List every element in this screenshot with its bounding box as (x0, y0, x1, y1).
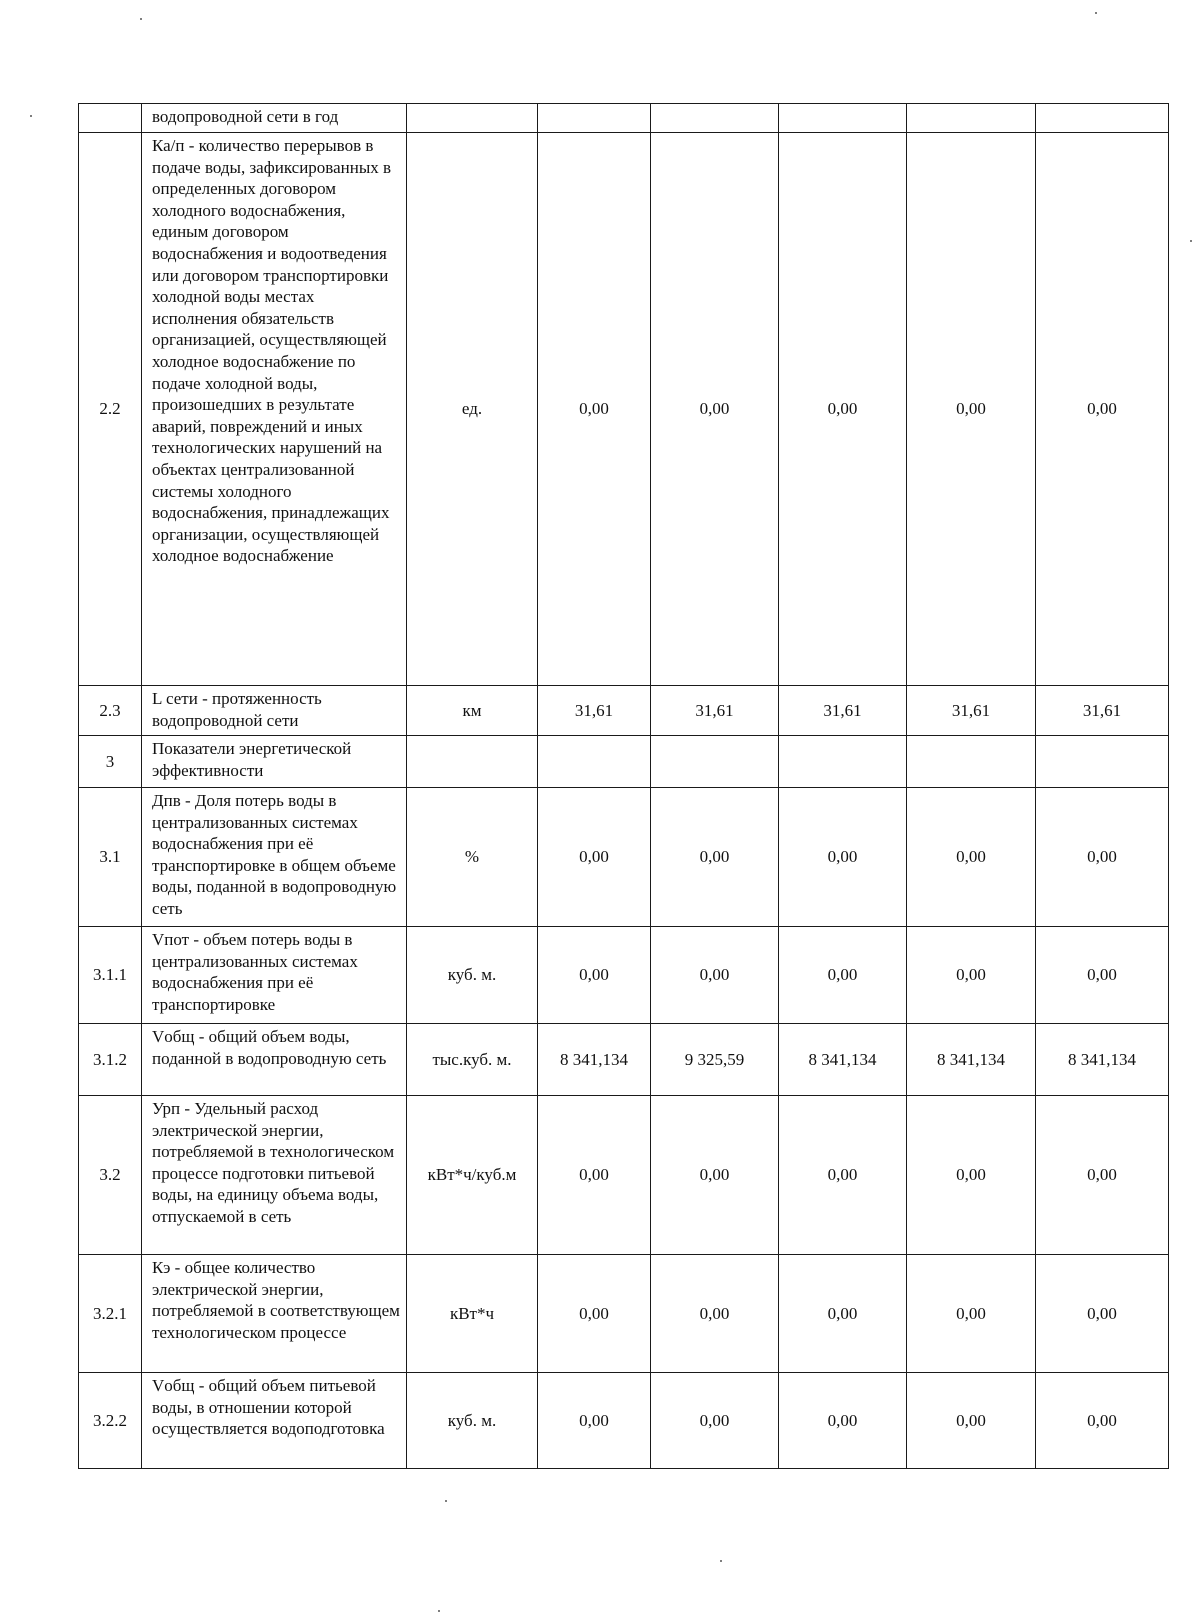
value-cell: 0,00 (907, 133, 1036, 686)
unit-cell (407, 104, 538, 133)
value-cell: 0,00 (907, 788, 1036, 927)
scan-speck (1190, 240, 1192, 242)
unit-cell: км (407, 686, 538, 736)
value-cell: 0,00 (779, 1373, 907, 1469)
value-cell: 0,00 (651, 1096, 779, 1255)
value-cell: 0,00 (538, 1096, 651, 1255)
value-cell: 0,00 (907, 1096, 1036, 1255)
value-cell: 0,00 (538, 1373, 651, 1469)
unit-cell: куб. м. (407, 927, 538, 1024)
unit-cell: кВт*ч/куб.м (407, 1096, 538, 1255)
table-row (79, 736, 1169, 788)
indicator-name: Vпот - объем потерь воды в централизованных системах водоснабжения при её транспортировке (142, 927, 407, 1024)
value-cell: 9 325,59 (651, 1024, 779, 1096)
unit-cell: % (407, 788, 538, 927)
scan-speck (438, 1610, 440, 1612)
value-cell: 31,61 (651, 686, 779, 736)
value-cell (779, 104, 907, 133)
value-cell (779, 736, 907, 788)
value-cell: 0,00 (538, 1255, 651, 1373)
row-number (79, 104, 142, 133)
value-cell: 0,00 (779, 788, 907, 927)
row-number: 3.1.2 (79, 1024, 142, 1096)
indicator-name: водопроводной сети в год (142, 104, 407, 133)
row-number: 2.2 (79, 133, 142, 686)
indicator-name: Дпв - Доля потерь воды в централизованных системах водоснабжения при её транспортировке в общем объеме воды, поданной в водопроводную сеть (142, 788, 407, 927)
table-row (79, 1255, 1169, 1373)
table-row (79, 1024, 1169, 1096)
value-cell: 0,00 (1036, 788, 1169, 927)
value-cell: 0,00 (651, 788, 779, 927)
value-cell: 0,00 (779, 1255, 907, 1373)
value-cell (538, 104, 651, 133)
row-number: 3.2.2 (79, 1373, 142, 1469)
value-cell: 8 341,134 (538, 1024, 651, 1096)
value-cell: 8 341,134 (907, 1024, 1036, 1096)
indicator-name: Vобщ - общий объем питьевой воды, в отношении которой осуществляется водоподготовка (142, 1373, 407, 1469)
value-cell: 0,00 (907, 927, 1036, 1024)
scan-speck (720, 1560, 722, 1562)
scan-speck (140, 18, 142, 20)
row-number: 3.2.1 (79, 1255, 142, 1373)
value-cell: 0,00 (1036, 1096, 1169, 1255)
table-row (79, 927, 1169, 1024)
table-row (79, 104, 1169, 133)
table-row (79, 1373, 1169, 1469)
unit-cell: куб. м. (407, 1373, 538, 1469)
indicator-name: Ка/п - количество перерывов в подаче воды, зафиксированных в определенных договором холодного водоснабжения, единым договором водоснабжения и водоотведения или договором транспортировки холодной воды местах исполнения обязательств организацией, осуществляющей холодное водоснабжение по подаче холодной воды, произошедших в результате аварий, повреждений и иных технологических нарушений на объектах централизованной системы холодного водоснабжения, принадлежащих организации, осуществляющей холодное водоснабжение (142, 133, 407, 686)
table-row (79, 133, 1169, 686)
row-number: 3.1.1 (79, 927, 142, 1024)
value-cell: 0,00 (651, 1255, 779, 1373)
unit-cell: ед. (407, 133, 538, 686)
value-cell: 31,61 (538, 686, 651, 736)
value-cell (907, 736, 1036, 788)
value-cell (1036, 736, 1169, 788)
value-cell (651, 736, 779, 788)
value-cell: 0,00 (538, 788, 651, 927)
value-cell: 0,00 (907, 1373, 1036, 1469)
value-cell: 0,00 (779, 133, 907, 686)
value-cell (907, 104, 1036, 133)
value-cell: 0,00 (538, 133, 651, 686)
value-cell: 0,00 (651, 927, 779, 1024)
value-cell: 0,00 (1036, 133, 1169, 686)
value-cell: 0,00 (1036, 1255, 1169, 1373)
row-number: 3 (79, 736, 142, 788)
value-cell: 0,00 (538, 927, 651, 1024)
indicators-table (78, 103, 1169, 1469)
value-cell (1036, 104, 1169, 133)
row-number: 3.2 (79, 1096, 142, 1255)
unit-cell: тыс.куб. м. (407, 1024, 538, 1096)
unit-cell (407, 736, 538, 788)
table-row (79, 1096, 1169, 1255)
value-cell: 0,00 (1036, 1373, 1169, 1469)
indicator-name: Кэ - общее количество электрической энергии, потребляемой в соответствующем технологическом процессе (142, 1255, 407, 1373)
value-cell: 8 341,134 (1036, 1024, 1169, 1096)
value-cell: 0,00 (651, 1373, 779, 1469)
value-cell (651, 104, 779, 133)
indicator-name: Vобщ - общий объем воды, поданной в водопроводную сеть (142, 1024, 407, 1096)
value-cell: 0,00 (779, 1096, 907, 1255)
table-row (79, 686, 1169, 736)
indicator-name: Урп - Удельный расход электрической энергии, потребляемой в технологическом процессе подготовки питьевой воды, на единицу объема воды, отпускаемой в сеть (142, 1096, 407, 1255)
value-cell: 31,61 (907, 686, 1036, 736)
row-number: 2.3 (79, 686, 142, 736)
row-number: 3.1 (79, 788, 142, 927)
indicator-name: L сети - протяженность водопроводной сети (142, 686, 407, 736)
value-cell (538, 736, 651, 788)
scan-speck (445, 1500, 447, 1502)
section-heading: Показатели энергетической эффективности (142, 736, 407, 788)
scan-speck (30, 115, 32, 117)
scan-speck (1095, 12, 1097, 14)
value-cell: 31,61 (779, 686, 907, 736)
table-row (79, 788, 1169, 927)
value-cell: 31,61 (1036, 686, 1169, 736)
value-cell: 0,00 (651, 133, 779, 686)
unit-cell: кВт*ч (407, 1255, 538, 1373)
value-cell: 0,00 (779, 927, 907, 1024)
value-cell: 8 341,134 (779, 1024, 907, 1096)
value-cell: 0,00 (1036, 927, 1169, 1024)
value-cell: 0,00 (907, 1255, 1036, 1373)
